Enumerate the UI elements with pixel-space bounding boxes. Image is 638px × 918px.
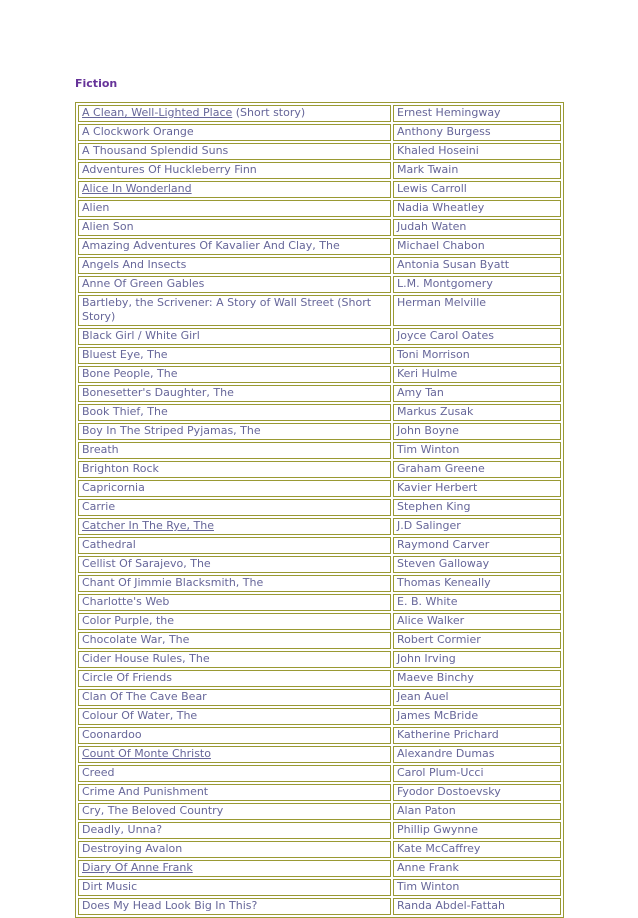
title-cell — [78, 670, 391, 687]
table-row — [78, 162, 561, 179]
book-title: Alien — [82, 201, 110, 214]
book-author: Maeve Binchy — [397, 671, 474, 684]
book-author: Markus Zusak — [397, 405, 474, 418]
book-title: Capricornia — [82, 481, 145, 494]
book-title: Cathedral — [82, 538, 136, 551]
book-title: Angels And Insects — [82, 258, 187, 271]
author-cell — [393, 575, 561, 592]
table-row — [78, 613, 561, 630]
book-author: Herman Melville — [397, 296, 487, 309]
books-table-body — [78, 105, 561, 915]
book-author: Nadia Wheatley — [397, 201, 485, 214]
table-row — [78, 423, 561, 440]
book-author: E. B. White — [397, 595, 458, 608]
author-cell — [393, 632, 561, 649]
author-cell — [393, 670, 561, 687]
book-author: James McBride — [397, 709, 479, 722]
title-cell — [78, 518, 391, 535]
book-title-link[interactable]: Alice In Wonderland — [82, 182, 192, 195]
book-title: Amazing Adventures Of Kavalier And Clay, The — [82, 239, 340, 252]
book-author: Antonia Susan Byatt — [397, 258, 510, 271]
book-title: Bone People, The — [82, 367, 178, 380]
table-row — [78, 556, 561, 573]
title-cell — [78, 480, 391, 497]
title-cell — [78, 499, 391, 516]
book-author: Joyce Carol Oates — [397, 329, 494, 342]
author-cell — [393, 295, 561, 326]
table-row — [78, 347, 561, 364]
book-author: Keri Hulme — [397, 367, 458, 380]
author-cell — [393, 162, 561, 179]
title-cell — [78, 708, 391, 725]
title-cell — [78, 219, 391, 236]
table-row — [78, 651, 561, 668]
book-author: Tim Winton — [397, 443, 460, 456]
book-title: Does My Head Look Big In This? — [82, 899, 258, 912]
table-row — [78, 670, 561, 687]
book-title-link[interactable]: Diary Of Anne Frank — [82, 861, 193, 874]
book-author: Alice Walker — [397, 614, 465, 627]
title-cell — [78, 537, 391, 554]
book-author: Stephen King — [397, 500, 471, 513]
table-row — [78, 879, 561, 896]
author-cell — [393, 822, 561, 839]
book-author: John Irving — [397, 652, 456, 665]
table-row — [78, 366, 561, 383]
book-title: Black Girl / White Girl — [82, 329, 200, 342]
book-title-link[interactable]: Count Of Monte Christo — [82, 747, 211, 760]
author-cell — [393, 499, 561, 516]
table-row — [78, 442, 561, 459]
book-title: Clan Of The Cave Bear — [82, 690, 207, 703]
book-title: Boy In The Striped Pyjamas, The — [82, 424, 261, 437]
book-title-suffix: (Short story) — [232, 106, 306, 119]
title-cell — [78, 423, 391, 440]
book-author: Judah Waten — [397, 220, 467, 233]
book-title: Chant Of Jimmie Blacksmith, The — [82, 576, 264, 589]
title-cell — [78, 841, 391, 858]
book-title: Colour Of Water, The — [82, 709, 198, 722]
book-author: Randa Abdel-Fattah — [397, 899, 506, 912]
author-cell — [393, 423, 561, 440]
book-title: Circle Of Friends — [82, 671, 172, 684]
table-row — [78, 594, 561, 611]
table-row — [78, 219, 561, 236]
book-author: Anthony Burgess — [397, 125, 491, 138]
title-cell — [78, 143, 391, 160]
author-cell — [393, 238, 561, 255]
title-cell — [78, 238, 391, 255]
book-title: Bluest Eye, The — [82, 348, 168, 361]
table-row — [78, 480, 561, 497]
title-cell — [78, 347, 391, 364]
author-cell — [393, 803, 561, 820]
author-cell — [393, 276, 561, 293]
title-cell — [78, 860, 391, 877]
book-author: Thomas Keneally — [397, 576, 491, 589]
book-author: Alan Paton — [397, 804, 456, 817]
book-author: Robert Cormier — [397, 633, 481, 646]
book-author: Toni Morrison — [397, 348, 470, 361]
book-author: Jean Auel — [397, 690, 449, 703]
author-cell — [393, 366, 561, 383]
table-row — [78, 200, 561, 217]
title-cell — [78, 124, 391, 141]
author-cell — [393, 124, 561, 141]
author-cell — [393, 200, 561, 217]
book-author: L.M. Montgomery — [397, 277, 493, 290]
title-cell — [78, 632, 391, 649]
book-author: Amy Tan — [397, 386, 444, 399]
title-cell — [78, 556, 391, 573]
author-cell — [393, 556, 561, 573]
author-cell — [393, 219, 561, 236]
book-author: Khaled Hoseini — [397, 144, 479, 157]
table-row — [78, 257, 561, 274]
author-cell — [393, 727, 561, 744]
book-title: Charlotte's Web — [82, 595, 170, 608]
author-cell — [393, 765, 561, 782]
author-cell — [393, 784, 561, 801]
table-row — [78, 841, 561, 858]
table-row — [78, 385, 561, 402]
book-author: Carol Plum-Ucci — [397, 766, 484, 779]
title-cell — [78, 613, 391, 630]
book-author: Kate McCaffrey — [397, 842, 481, 855]
table-row — [78, 632, 561, 649]
book-title: Coonardoo — [82, 728, 142, 741]
book-author: J.D Salinger — [397, 519, 461, 532]
author-cell — [393, 898, 561, 915]
author-cell — [393, 594, 561, 611]
table-row — [78, 518, 561, 535]
title-cell — [78, 442, 391, 459]
table-row — [78, 105, 561, 122]
book-author: Tim Winton — [397, 880, 460, 893]
author-cell — [393, 105, 561, 122]
author-cell — [393, 537, 561, 554]
table-row — [78, 898, 561, 915]
author-cell — [393, 746, 561, 763]
table-row — [78, 181, 561, 198]
table-row — [78, 143, 561, 160]
book-title: Crime And Punishment — [82, 785, 209, 798]
author-cell — [393, 708, 561, 725]
book-author: Raymond Carver — [397, 538, 490, 551]
book-title: Destroying Avalon — [82, 842, 183, 855]
title-cell — [78, 257, 391, 274]
book-title: Dirt Music — [82, 880, 138, 893]
book-author: Alexandre Dumas — [397, 747, 495, 760]
author-cell — [393, 404, 561, 421]
book-title-link[interactable]: Catcher In The Rye, The — [82, 519, 214, 532]
book-title: A Clockwork Orange — [82, 125, 194, 138]
title-cell — [78, 689, 391, 706]
title-cell — [78, 328, 391, 345]
table-row — [78, 461, 561, 478]
book-author: Graham Greene — [397, 462, 485, 475]
title-cell — [78, 461, 391, 478]
book-title: Cider House Rules, The — [82, 652, 210, 665]
book-title: Color Purple, the — [82, 614, 175, 627]
title-cell — [78, 162, 391, 179]
title-cell — [78, 784, 391, 801]
table-row — [78, 124, 561, 141]
table-row — [78, 404, 561, 421]
book-author: Lewis Carroll — [397, 182, 467, 195]
table-row — [78, 727, 561, 744]
table-row — [78, 689, 561, 706]
book-title: A Thousand Splendid Suns — [82, 144, 229, 157]
title-cell — [78, 276, 391, 293]
book-title: Creed — [82, 766, 115, 779]
author-cell — [393, 385, 561, 402]
book-author: Ernest Hemingway — [397, 106, 501, 119]
author-cell — [393, 461, 561, 478]
book-author: Kavier Herbert — [397, 481, 478, 494]
title-cell — [78, 181, 391, 198]
title-cell — [78, 105, 391, 122]
table-row — [78, 537, 561, 554]
book-title: Deadly, Unna? — [82, 823, 163, 836]
title-cell — [78, 385, 391, 402]
table-row — [78, 328, 561, 345]
table-row — [78, 746, 561, 763]
author-cell — [393, 480, 561, 497]
book-author: Mark Twain — [397, 163, 459, 176]
book-title: Brighton Rock — [82, 462, 159, 475]
book-title: Cry, The Beloved Country — [82, 804, 224, 817]
book-author: John Boyne — [397, 424, 459, 437]
title-cell — [78, 404, 391, 421]
table-row — [78, 295, 561, 326]
book-title: Cellist Of Sarajevo, The — [82, 557, 211, 570]
book-title: Bonesetter's Daughter, The — [82, 386, 234, 399]
table-row — [78, 803, 561, 820]
book-title: Adventures Of Huckleberry Finn — [82, 163, 257, 176]
book-author: Steven Galloway — [397, 557, 490, 570]
table-row — [78, 708, 561, 725]
title-cell — [78, 200, 391, 217]
title-cell — [78, 575, 391, 592]
title-cell — [78, 765, 391, 782]
title-cell — [78, 746, 391, 763]
author-cell — [393, 143, 561, 160]
title-cell — [78, 295, 391, 326]
table-row — [78, 238, 561, 255]
author-cell — [393, 879, 561, 896]
books-table — [75, 102, 564, 918]
book-title: Carrie — [82, 500, 116, 513]
book-title: Bartleby, the Scrivener: A Story of Wall Street (Short Story) — [82, 296, 372, 323]
table-row — [78, 765, 561, 782]
title-cell — [78, 898, 391, 915]
author-cell — [393, 347, 561, 364]
author-cell — [393, 651, 561, 668]
book-author: Michael Chabon — [397, 239, 485, 252]
author-cell — [393, 689, 561, 706]
table-row — [78, 575, 561, 592]
page-title: Fiction — [75, 77, 118, 90]
title-cell — [78, 879, 391, 896]
book-author: Phillip Gwynne — [397, 823, 479, 836]
book-author: Katherine Prichard — [397, 728, 499, 741]
book-author: Anne Frank — [397, 861, 459, 874]
book-title: Chocolate War, The — [82, 633, 190, 646]
book-title: Anne Of Green Gables — [82, 277, 205, 290]
title-cell — [78, 822, 391, 839]
title-cell — [78, 366, 391, 383]
author-cell — [393, 328, 561, 345]
title-cell — [78, 651, 391, 668]
author-cell — [393, 860, 561, 877]
author-cell — [393, 181, 561, 198]
table-row — [78, 822, 561, 839]
title-cell — [78, 803, 391, 820]
table-row — [78, 860, 561, 877]
book-title-link[interactable]: A Clean, Well-Lighted Place — [82, 106, 233, 119]
title-cell — [78, 727, 391, 744]
book-title: Book Thief, The — [82, 405, 168, 418]
author-cell — [393, 841, 561, 858]
table-row — [78, 276, 561, 293]
author-cell — [393, 257, 561, 274]
table-row — [78, 499, 561, 516]
title-cell — [78, 594, 391, 611]
author-cell — [393, 613, 561, 630]
author-cell — [393, 442, 561, 459]
table-row — [78, 784, 561, 801]
book-author: Fyodor Dostoevsky — [397, 785, 501, 798]
book-title: Breath — [82, 443, 119, 456]
book-title: Alien Son — [82, 220, 134, 233]
author-cell — [393, 518, 561, 535]
